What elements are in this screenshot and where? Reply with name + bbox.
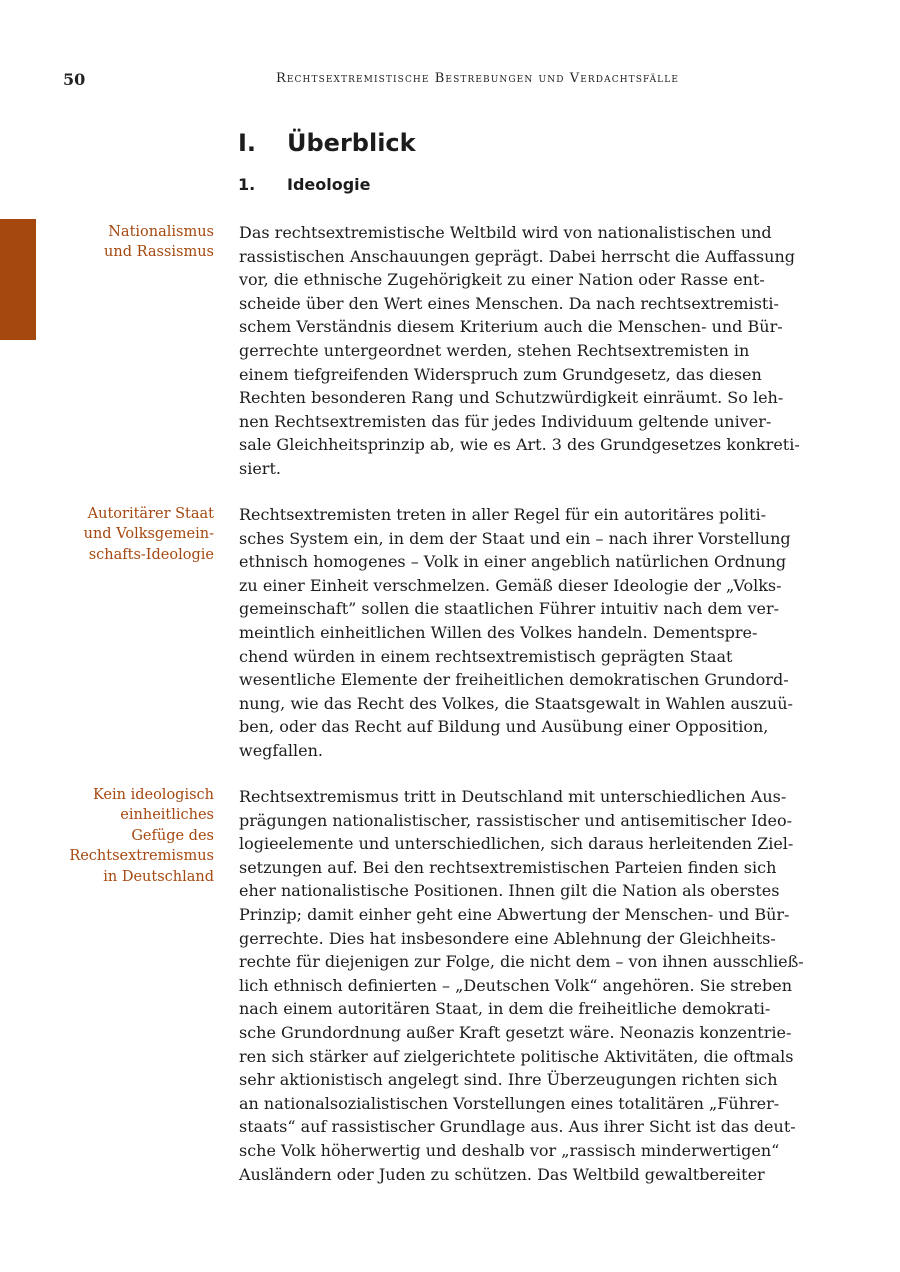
paragraph-line: lich ethnisch definierten – „Deutschen Volk“ angehören. Sie streben [239,975,793,995]
paragraph-line: ren sich stärker auf zielgerichtete politische Aktivitäten, die oftmals [239,1046,794,1066]
margin-note-kein-einheitliches-gefuege [40,785,214,887]
paragraph-line: Prinzip; damit einher geht eine Abwertung der Menschen- und Bür- [239,904,790,924]
paragraph-kein-einheitliches-gefuege [239,785,804,1186]
paragraph-line: sale Gleichheitsprinzip ab, wie es Art. 3 des Grundgesetzes konkreti- [239,435,800,455]
paragraph-line: gerrechte. Dies hat insbesondere eine Ablehnung der Gleichheits- [239,928,776,948]
margin-note-line: einheitliches [120,807,214,824]
section-number: 1. [238,175,256,194]
paragraph-line: siert. [239,458,281,478]
section-title: Ideologie [287,175,371,194]
page-number: 50 [63,70,86,89]
paragraph-line: staats“ auf rassistischer Grundlage aus. Aus ihrer Sicht ist das deut- [239,1117,796,1137]
paragraph-line: Rechtsextremismus tritt in Deutschland mit unterschiedlichen Aus- [239,787,787,806]
paragraph-line: einem tiefgreifenden Widerspruch zum Grundgesetz, das diesen [239,364,762,384]
paragraph-line: sehr aktionistisch angelegt sind. Ihre Überzeugungen richten sich [239,1070,778,1090]
paragraph-line: sche Grundordnung außer Kraft gesetzt wäre. Neonazis konzentrie- [239,1022,792,1042]
paragraph-line: eher nationalistische Positionen. Ihnen gilt die Nation als oberstes [239,881,780,901]
chapter-heading [238,129,416,157]
margin-note-line: Rechtsextremismus [69,848,214,865]
paragraph-line: an nationalsozialistischen Vorstellungen eines totalitären „Führer- [239,1093,780,1113]
section-heading [238,175,371,194]
paragraph-line: sche Volk höherwertig und deshalb vor „rassisch minderwertigen“ [239,1140,780,1160]
chapter-number: I. [238,129,257,157]
section-accent-bar [0,219,36,340]
paragraph-line: nach einem autoritären Staat, in dem die freiheitliche demokrati- [239,999,771,1019]
paragraph-autoritaerer-staat [239,503,804,763]
margin-note-line: und Volksgemein- [83,526,214,543]
paragraph-line: schem Verständnis diesem Kriterium auch die Menschen- und Bür- [239,317,783,337]
paragraph-line: gerrechte untergeordnet werden, stehen Rechtsextremisten in [239,340,750,360]
margin-note-line: Gefüge des [131,827,214,844]
margin-note-line: und Rassismus [104,244,214,261]
paragraph-line: prägungen nationalistischer, rassistischer und antisemitischer Ideo- [239,810,793,830]
paragraph-line: Rechten besonderen Rang und Schutzwürdigkeit einräumt. So leh- [239,388,784,408]
paragraph-line: Rechtsextremisten treten in aller Regel für ein autoritäres politi- [239,505,767,524]
margin-note-nationalismus [40,222,214,263]
margin-note-line: in Deutschland [103,868,214,885]
margin-note-autoritaerer-staat [40,504,214,565]
paragraph-line: Ausländern oder Juden zu schützen. Das Weltbild gewaltbereiter [239,1164,765,1184]
paragraph-line: setzungen auf. Bei den rechtsextremistischen Parteien finden sich [239,857,777,877]
paragraph-line: nung, wie das Recht des Volkes, die Staatsgewalt in Wahlen auszuü- [239,693,793,713]
margin-note-line: Autoritärer Staat [87,506,214,522]
margin-note-line: Nationalismus [108,224,214,240]
paragraph-line: rassistischen Anschauungen geprägt. Dabei herrscht die Auffassung [239,246,795,266]
paragraph-line: ethnisch homogenes – Volk in einer angeblich natürlichen Ordnung [239,552,787,572]
paragraph-line: logieelemente und unterschiedlichen, sich daraus herleitenden Ziel- [239,834,794,854]
paragraph-nationalismus [239,221,804,481]
paragraph-line: vor, die ethnische Zugehörigkeit zu einer Nation oder Rasse ent- [239,270,765,290]
running-header: Rechtsextremistische Bestrebungen und Verdachtsfälle [276,71,680,86]
paragraph-line: scheide über den Wert eines Menschen. Da nach rechtsextremisti- [239,293,779,313]
paragraph-line: chend würden in einem rechtsextremistisch geprägten Staat [239,646,733,666]
paragraph-line: wesentliche Elemente der freiheitlichen demokratischen Grundord- [239,670,789,690]
paragraph-line: wegfallen. [239,740,323,760]
paragraph-line: rechte für diejenigen zur Folge, die nicht dem – von ihnen ausschließ- [239,952,804,972]
paragraph-line: zu einer Einheit verschmelzen. Gemäß dieser Ideologie der „Volks- [239,575,782,595]
margin-note-line: schafts-Ideologie [88,546,214,563]
paragraph-line: ben, oder das Recht auf Bildung und Ausübung einer Opposition, [239,717,769,737]
paragraph-line: nen Rechtsextremisten das für jedes Individuum geltende univer- [239,411,772,431]
paragraph-line: sches System ein, in dem der Staat und ein – nach ihrer Vorstellung [239,528,791,548]
paragraph-line: Das rechtsextremistische Weltbild wird von nationalistischen und [239,223,772,242]
margin-note-line: Kein ideologisch [92,787,214,803]
chapter-title: Überblick [287,129,416,157]
paragraph-line: gemeinschaft” sollen die staatlichen Führer intuitiv nach dem ver- [239,599,779,619]
paragraph-line: meintlich einheitlichen Willen des Volkes handeln. Dementspre- [239,622,758,642]
